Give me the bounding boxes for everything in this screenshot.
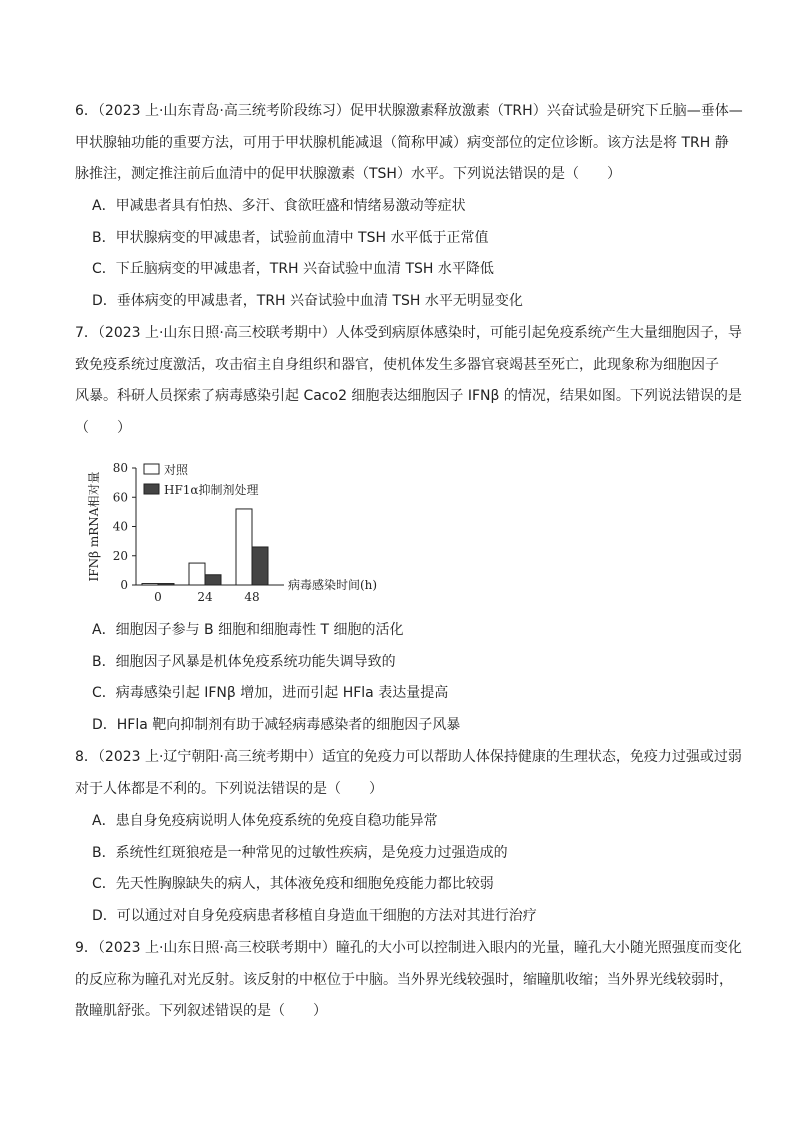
q8-option-d: D．可以通过对自身免疫病患者移植自身造血干细胞的方法对其进行治疗 [92,908,537,924]
x-tick-label: 48 [244,590,260,604]
q6-option-c: C．下丘脑病变的甲减患者，TRH 兴奋试验中血清 TSH 水平降低 [92,261,494,277]
q6-line-2: 甲状腺轴功能的重要方法，可用于甲状腺机能减退（简称甲减）病变部位的定位诊断。该方法是将 TRH 静 [75,135,729,151]
legend-label: 对照 [164,463,189,477]
q7-line-4: （ ） [75,420,131,436]
q8-option-b: B．系统性红斑狼疮是一种常见的过敏性疾病，是免疫力过强造成的 [92,845,508,861]
q8-line-2: 对于人体都是不利的。下列说法错误的是（ ） [75,781,383,797]
y-tick-label: 60 [112,490,128,505]
q7-option-d: D．HFla 靶向抑制剂有助于减轻病毒感染者的细胞因子风暴 [92,717,461,733]
q9-line-1: 9．（2023 上·山东日照·高三校联考期中）瞳孔的大小可以控制进入眼内的光量，瞳孔大小随光照强度而变化 [75,940,742,956]
chart-legend [144,462,259,497]
q7-option-a: A．细胞因子参与 B 细胞和细胞毒性 T 细胞的活化 [92,622,404,638]
q9-line-2: 的反应称为瞳孔对光反射。该反射的中枢位于中脑。当外界光线较强时，缩瞳肌收缩；当外界光线较弱时， [75,972,733,988]
q6-option-a: A．甲减患者具有怕热、多汗、食欲旺盛和情绪易激动等症状 [92,198,466,214]
legend-label: HF1α抑制剂处理 [164,483,259,497]
bar-inhibitor-0 [158,584,174,586]
q6-option-b: B．甲状腺病变的甲减患者，试验前血清中 TSH 水平低于正常值 [92,230,489,246]
chart-svg [84,458,414,608]
bar-inhibitor-24 [205,575,221,585]
bar-control-0 [142,584,158,586]
y-axis-label: IFNβ mRNA相对量 [87,471,101,582]
q7-option-b: B．细胞因子风暴是机体免疫系统功能失调导致的 [92,654,396,670]
x-tick-label: 24 [197,590,213,604]
y-tick-label: 80 [112,461,128,475]
bar-control-24 [189,563,205,585]
q8-option-c: C．先天性胸腺缺失的病人，其体液免疫和细胞免疫能力都比较弱 [92,876,494,892]
chart-bars [142,509,268,585]
legend-swatch [144,464,159,474]
q7-line-2: 致免疫系统过度激活，攻击宿主自身组织和器官，使机体发生多器官衰竭甚至死亡，此现象称为细胞因子 [75,357,719,373]
legend-swatch [144,484,159,494]
q7-line-3: 风暴。科研人员探索了病毒感染引起 Caco2 细胞表达细胞因子 IFNβ 的情况，结果如图。下列说法错误的是 [75,388,742,404]
x-axis-label: 病毒感染时间(h) [288,578,378,592]
y-tick-label: 0 [120,578,128,592]
bar-control-48 [236,509,252,585]
x-tick-label: 0 [154,590,162,604]
q7-line-1: 7．（2023 上·山东日照·高三校联考期中）人体受到病原体感染时，可能引起免疫系统产生大量细胞因子，导 [75,325,742,341]
y-tick-label: 40 [112,519,128,534]
q9-line-3: 散瞳肌舒张。下列叙述错误的是（ ） [75,1003,327,1019]
bar-chart [84,458,414,608]
q6-option-d: D．垂体病变的甲减患者，TRH 兴奋试验中血清 TSH 水平无明显变化 [92,293,523,309]
q8-option-a: A．患自身免疫病说明人体免疫系统的免疫自稳功能异常 [92,813,438,829]
q7-option-c: C．病毒感染引起 IFNβ 增加，进而引起 HFla 表达量提高 [92,685,449,701]
q6-line-1: 6．（2023 上·山东青岛·高三统考阶段练习）促甲状腺激素释放激素（TRH）兴奋试验是研究下丘脑—垂体— [75,103,743,119]
y-tick-label: 20 [112,548,128,563]
q8-line-1: 8．（2023 上·辽宁朝阳·高三统考期中）适宜的免疫力可以帮助人体保持健康的生理状态，免疫力过强或过弱 [75,749,742,765]
q6-line-3: 脉推注，测定推注前后血清中的促甲状腺激素（TSH）水平。下列说法错误的是（ ） [75,166,621,182]
bar-inhibitor-48 [252,547,268,585]
